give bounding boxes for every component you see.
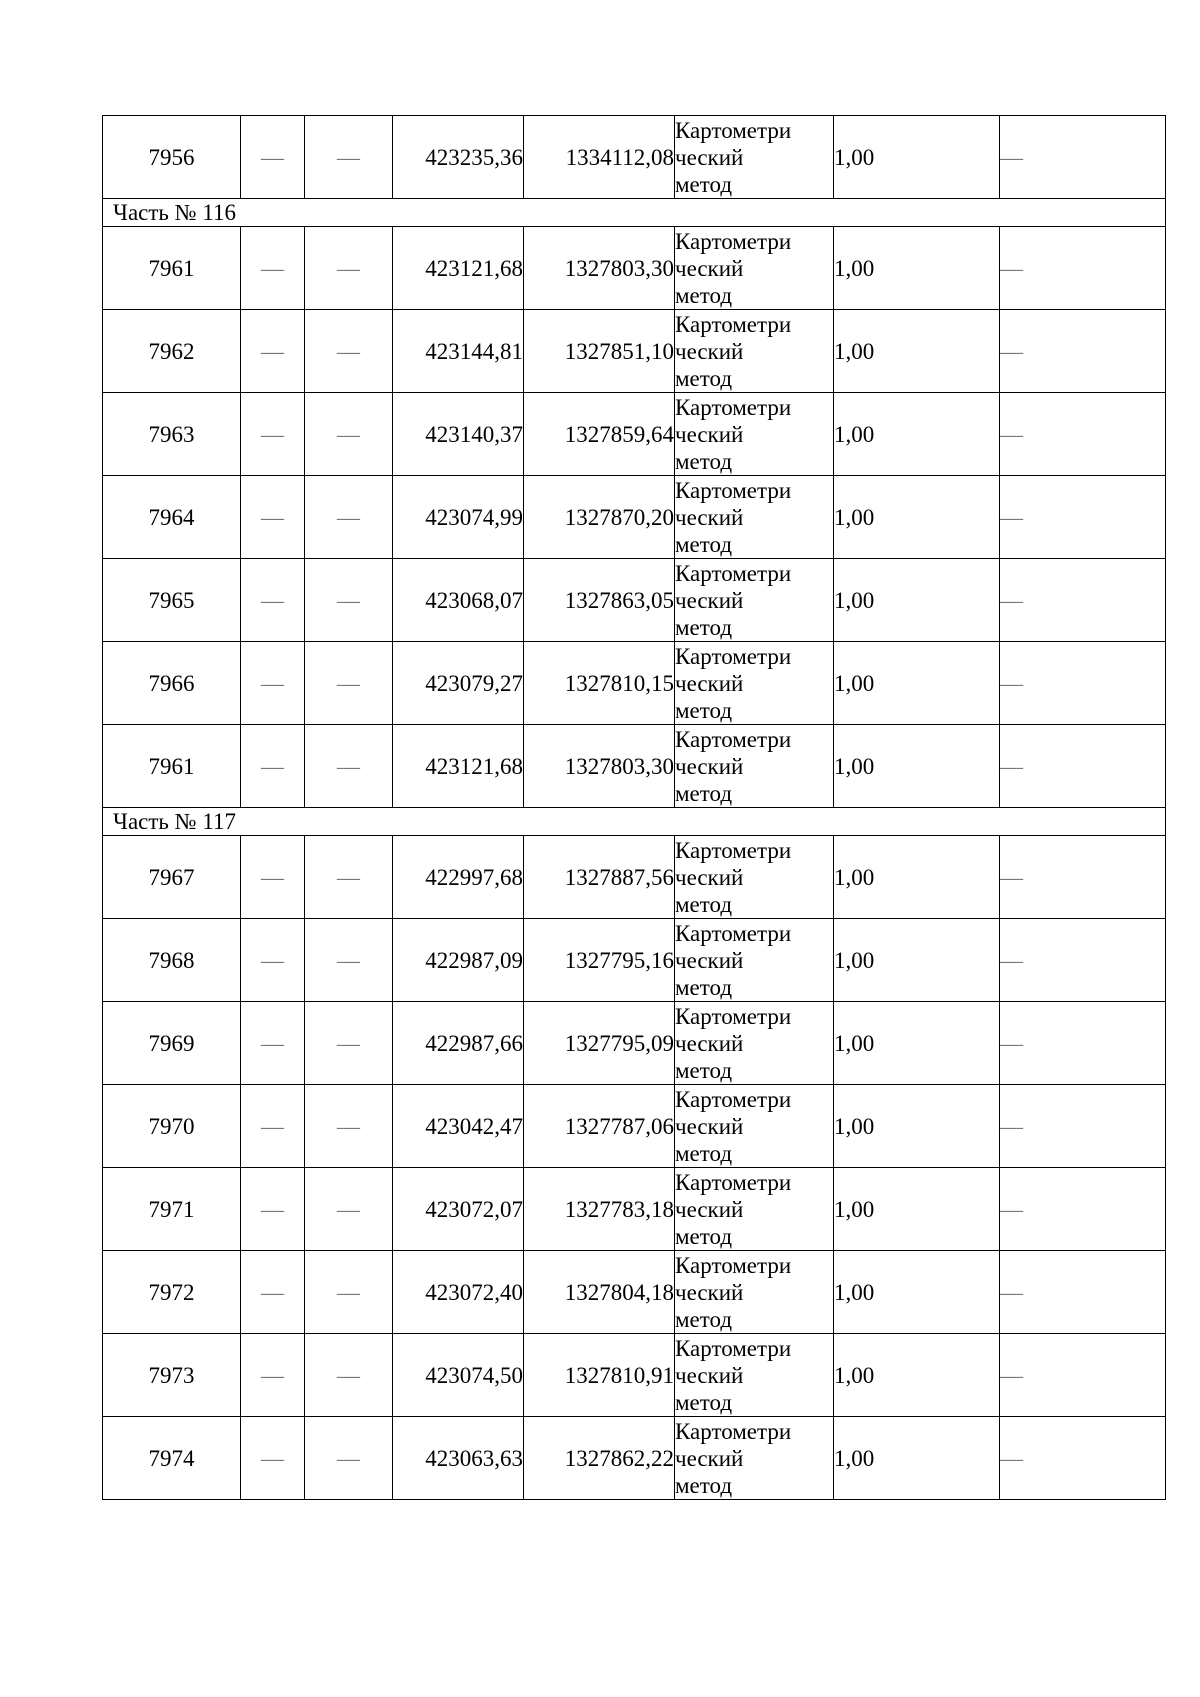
coordinate-y: 1327851,10 — [524, 310, 675, 393]
table-body — [103, 116, 1166, 1500]
table-row — [103, 116, 1166, 199]
method-line: ческий — [675, 255, 744, 281]
method-line: ческий — [675, 753, 744, 779]
method-line: Картометри — [675, 1335, 792, 1361]
method-line: Картометри — [675, 643, 792, 669]
empty-dash: — — [1000, 919, 1166, 1002]
coordinate-y: 1327870,20 — [524, 476, 675, 559]
method-line: Картометри — [675, 1169, 792, 1195]
empty-dash: — — [305, 642, 393, 725]
method-cell — [675, 1002, 834, 1085]
section-heading: Часть № 116 — [103, 199, 1166, 227]
coordinate-y: 1327804,18 — [524, 1251, 675, 1334]
method-line: ческий — [675, 1445, 744, 1471]
point-number: 7971 — [103, 1168, 241, 1251]
method-line: метод — [675, 282, 733, 308]
coordinate-y: 1327859,64 — [524, 393, 675, 476]
coordinate-y: 1327863,05 — [524, 559, 675, 642]
coordinate-y: 1327862,22 — [524, 1417, 675, 1500]
empty-dash: — — [241, 1002, 305, 1085]
point-number: 7962 — [103, 310, 241, 393]
section-heading-row — [103, 199, 1166, 227]
precision: 1,00 — [834, 310, 1000, 393]
coordinate-x: 422987,66 — [393, 1002, 524, 1085]
method-cell — [675, 1085, 834, 1168]
empty-dash: — — [1000, 1002, 1166, 1085]
empty-dash: — — [305, 1251, 393, 1334]
method-line: Картометри — [675, 1252, 792, 1278]
precision: 1,00 — [834, 559, 1000, 642]
method-cell — [675, 1251, 834, 1334]
method-cell — [675, 393, 834, 476]
method-line: ческий — [675, 1113, 744, 1139]
method-line: ческий — [675, 1279, 744, 1305]
empty-dash: — — [241, 116, 305, 199]
section-heading-row — [103, 808, 1166, 836]
coordinate-y: 1327887,56 — [524, 836, 675, 919]
empty-dash: — — [305, 116, 393, 199]
empty-dash: — — [1000, 725, 1166, 808]
table-row — [103, 476, 1166, 559]
table-row — [103, 1168, 1166, 1251]
table-row — [103, 725, 1166, 808]
empty-dash: — — [1000, 1334, 1166, 1417]
precision: 1,00 — [834, 476, 1000, 559]
empty-dash: — — [1000, 393, 1166, 476]
empty-dash: — — [1000, 1251, 1166, 1334]
coordinate-x: 423042,47 — [393, 1085, 524, 1168]
method-cell — [675, 116, 834, 199]
method-line: метод — [675, 171, 733, 197]
empty-dash: — — [241, 393, 305, 476]
point-number: 7966 — [103, 642, 241, 725]
empty-dash: — — [241, 642, 305, 725]
point-number: 7970 — [103, 1085, 241, 1168]
method-line: ческий — [675, 587, 744, 613]
table-row — [103, 1085, 1166, 1168]
table-row — [103, 559, 1166, 642]
point-number: 7964 — [103, 476, 241, 559]
precision: 1,00 — [834, 1251, 1000, 1334]
empty-dash: — — [1000, 642, 1166, 725]
method-cell — [675, 919, 834, 1002]
precision: 1,00 — [834, 393, 1000, 476]
empty-dash: — — [1000, 1417, 1166, 1500]
method-line: Картометри — [675, 311, 792, 337]
precision: 1,00 — [834, 116, 1000, 199]
coordinate-x: 423072,07 — [393, 1168, 524, 1251]
empty-dash: — — [1000, 116, 1166, 199]
empty-dash: — — [241, 1085, 305, 1168]
coordinate-y: 1327803,30 — [524, 227, 675, 310]
method-line: Картометри — [675, 1418, 792, 1444]
empty-dash: — — [241, 227, 305, 310]
coordinate-x: 423063,63 — [393, 1417, 524, 1500]
method-line: ческий — [675, 670, 744, 696]
coordinate-y: 1327810,91 — [524, 1334, 675, 1417]
coordinate-x: 422987,09 — [393, 919, 524, 1002]
coordinate-x: 423074,99 — [393, 476, 524, 559]
method-line: метод — [675, 1057, 733, 1083]
method-line: Картометри — [675, 920, 792, 946]
coordinates-table — [102, 115, 1166, 1500]
empty-dash: — — [305, 1417, 393, 1500]
empty-dash: — — [305, 725, 393, 808]
method-line: Картометри — [675, 117, 792, 143]
method-line: метод — [675, 697, 733, 723]
empty-dash: — — [241, 476, 305, 559]
empty-dash: — — [1000, 1085, 1166, 1168]
point-number: 7972 — [103, 1251, 241, 1334]
coordinate-x: 423074,50 — [393, 1334, 524, 1417]
method-line: Картометри — [675, 560, 792, 586]
method-line: Картометри — [675, 837, 792, 863]
method-line: ческий — [675, 1362, 744, 1388]
empty-dash: — — [305, 393, 393, 476]
method-cell — [675, 476, 834, 559]
empty-dash: — — [241, 310, 305, 393]
method-line: метод — [675, 365, 733, 391]
method-line: метод — [675, 448, 733, 474]
table-row — [103, 642, 1166, 725]
method-line: Картометри — [675, 1086, 792, 1112]
empty-dash: — — [305, 836, 393, 919]
coordinate-x: 423121,68 — [393, 227, 524, 310]
section-heading: Часть № 117 — [103, 808, 1166, 836]
empty-dash: — — [241, 1168, 305, 1251]
empty-dash: — — [241, 1334, 305, 1417]
table-row — [103, 310, 1166, 393]
method-cell — [675, 310, 834, 393]
empty-dash: — — [305, 919, 393, 1002]
empty-dash: — — [1000, 559, 1166, 642]
coordinate-y: 1327795,16 — [524, 919, 675, 1002]
precision: 1,00 — [834, 919, 1000, 1002]
method-line: Картометри — [675, 394, 792, 420]
coordinate-x: 423144,81 — [393, 310, 524, 393]
point-number: 7961 — [103, 227, 241, 310]
coordinate-y: 1334112,08 — [524, 116, 675, 199]
table-row — [103, 1251, 1166, 1334]
method-line: ческий — [675, 1030, 744, 1056]
method-line: ческий — [675, 421, 744, 447]
table-row — [103, 836, 1166, 919]
coordinate-y: 1327803,30 — [524, 725, 675, 808]
table-row — [103, 1417, 1166, 1500]
method-line: метод — [675, 1306, 733, 1332]
point-number: 7974 — [103, 1417, 241, 1500]
empty-dash: — — [241, 836, 305, 919]
method-line: метод — [675, 1223, 733, 1249]
coordinate-y: 1327795,09 — [524, 1002, 675, 1085]
empty-dash: — — [241, 725, 305, 808]
precision: 1,00 — [834, 1417, 1000, 1500]
precision: 1,00 — [834, 725, 1000, 808]
coordinate-x: 423235,36 — [393, 116, 524, 199]
method-line: метод — [675, 974, 733, 1000]
precision: 1,00 — [834, 836, 1000, 919]
point-number: 7967 — [103, 836, 241, 919]
empty-dash: — — [241, 1417, 305, 1500]
precision: 1,00 — [834, 1168, 1000, 1251]
precision: 1,00 — [834, 1085, 1000, 1168]
coordinate-y: 1327783,18 — [524, 1168, 675, 1251]
method-line: Картометри — [675, 477, 792, 503]
method-cell — [675, 725, 834, 808]
empty-dash: — — [305, 476, 393, 559]
method-cell — [675, 1334, 834, 1417]
table-row — [103, 227, 1166, 310]
empty-dash: — — [305, 1168, 393, 1251]
point-number: 7956 — [103, 116, 241, 199]
method-line: метод — [675, 780, 733, 806]
empty-dash: — — [1000, 227, 1166, 310]
point-number: 7973 — [103, 1334, 241, 1417]
point-number: 7963 — [103, 393, 241, 476]
method-line: метод — [675, 614, 733, 640]
method-line: метод — [675, 1140, 733, 1166]
empty-dash: — — [305, 310, 393, 393]
point-number: 7965 — [103, 559, 241, 642]
coordinate-y: 1327787,06 — [524, 1085, 675, 1168]
coordinate-x: 423121,68 — [393, 725, 524, 808]
coordinate-x: 423068,07 — [393, 559, 524, 642]
method-line: Картометри — [675, 1003, 792, 1029]
point-number: 7968 — [103, 919, 241, 1002]
method-line: метод — [675, 891, 733, 917]
empty-dash: — — [305, 1085, 393, 1168]
precision: 1,00 — [834, 1334, 1000, 1417]
method-line: метод — [675, 1472, 733, 1498]
table-row — [103, 1002, 1166, 1085]
empty-dash: — — [1000, 476, 1166, 559]
method-line: Картометри — [675, 228, 792, 254]
method-line: ческий — [675, 947, 744, 973]
method-line: ческий — [675, 864, 744, 890]
empty-dash: — — [1000, 310, 1166, 393]
empty-dash: — — [305, 1334, 393, 1417]
empty-dash: — — [241, 1251, 305, 1334]
coordinate-x: 423079,27 — [393, 642, 524, 725]
coordinate-y: 1327810,15 — [524, 642, 675, 725]
method-line: ческий — [675, 504, 744, 530]
table-row — [103, 393, 1166, 476]
empty-dash: — — [305, 1002, 393, 1085]
method-line: метод — [675, 1389, 733, 1415]
method-cell — [675, 559, 834, 642]
coordinate-x: 422997,68 — [393, 836, 524, 919]
method-line: ческий — [675, 1196, 744, 1222]
table-row — [103, 919, 1166, 1002]
empty-dash: — — [305, 559, 393, 642]
method-cell — [675, 642, 834, 725]
method-cell — [675, 227, 834, 310]
method-line: Картометри — [675, 726, 792, 752]
empty-dash: — — [1000, 1168, 1166, 1251]
method-line: ческий — [675, 338, 744, 364]
table-row — [103, 1334, 1166, 1417]
coordinate-x: 423140,37 — [393, 393, 524, 476]
precision: 1,00 — [834, 642, 1000, 725]
method-cell — [675, 1417, 834, 1500]
empty-dash: — — [241, 559, 305, 642]
point-number: 7969 — [103, 1002, 241, 1085]
method-line: ческий — [675, 144, 744, 170]
coordinate-x: 423072,40 — [393, 1251, 524, 1334]
empty-dash: — — [305, 227, 393, 310]
empty-dash: — — [241, 919, 305, 1002]
precision: 1,00 — [834, 227, 1000, 310]
method-cell — [675, 1168, 834, 1251]
empty-dash: — — [1000, 836, 1166, 919]
point-number: 7961 — [103, 725, 241, 808]
method-line: метод — [675, 531, 733, 557]
precision: 1,00 — [834, 1002, 1000, 1085]
method-cell — [675, 836, 834, 919]
